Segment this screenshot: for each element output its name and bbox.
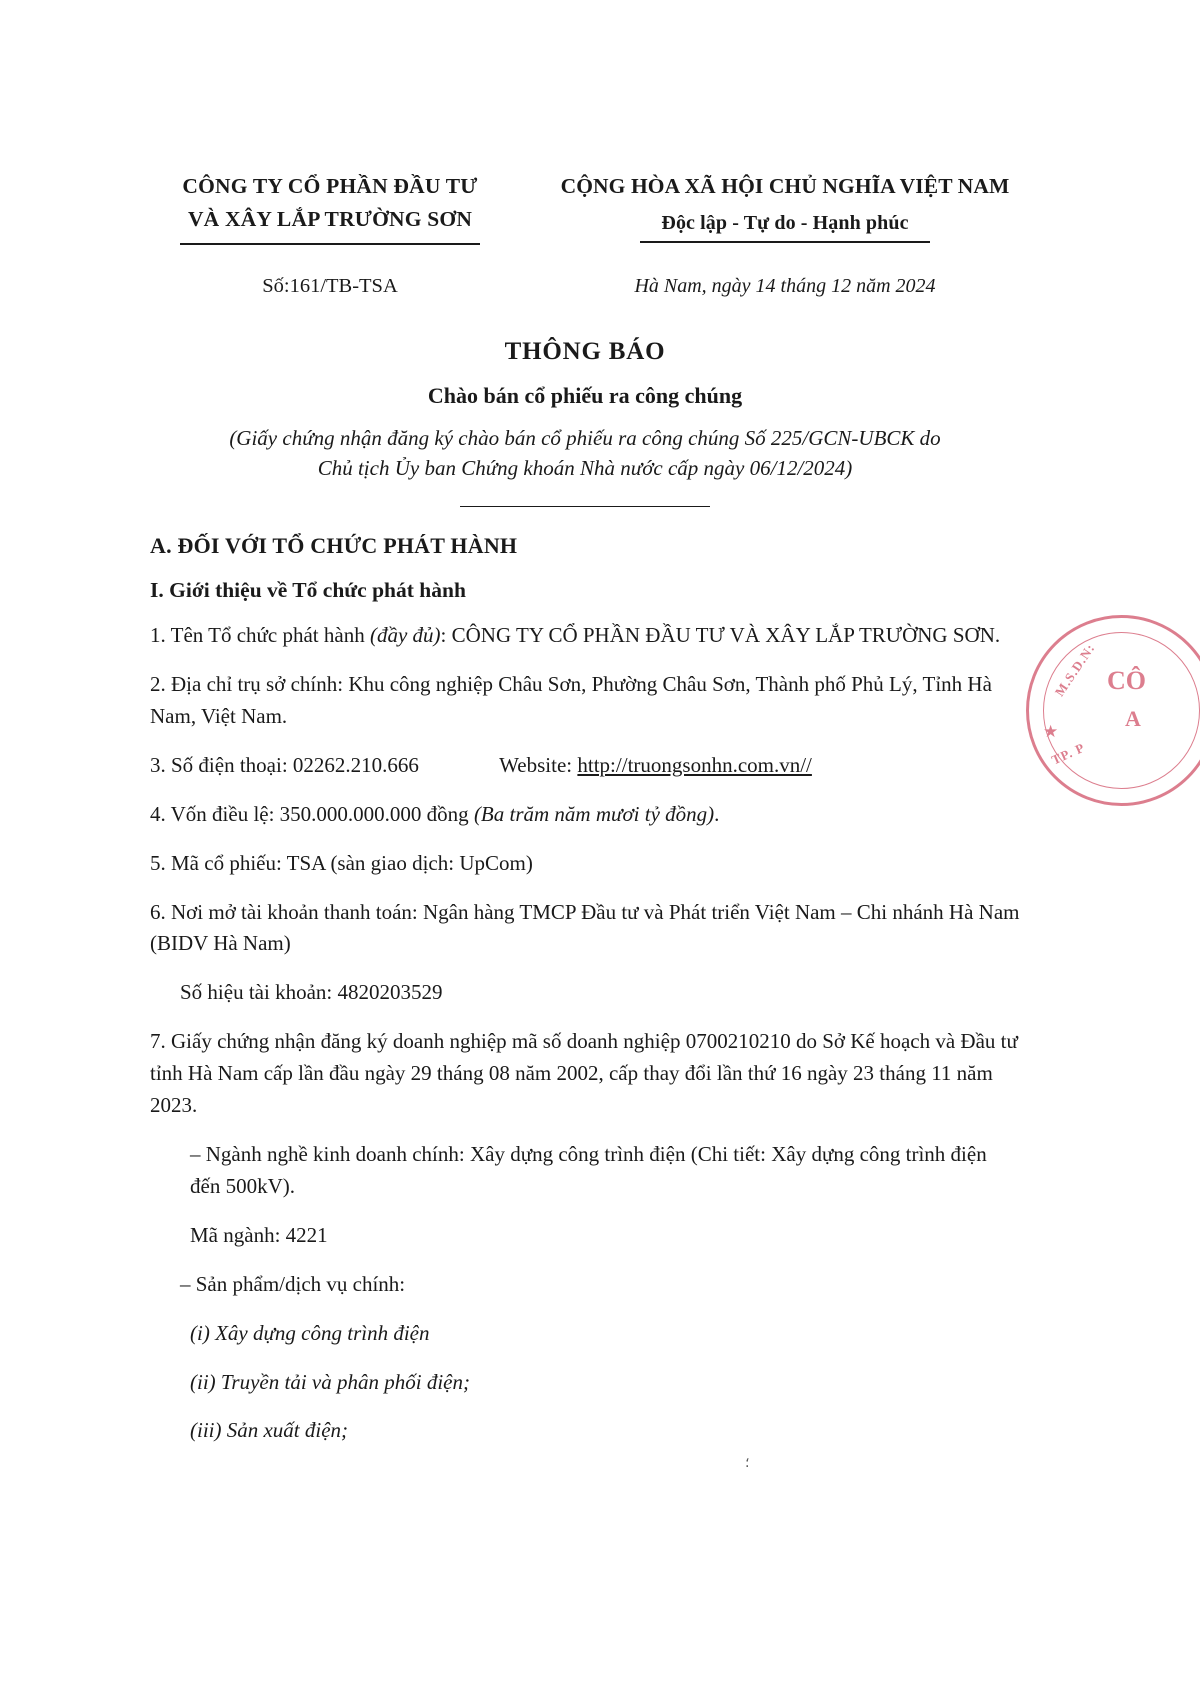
item-1-suffix: : CÔNG TY CỔ PHẦN ĐẦU TƯ VÀ XÂY LẮP TRƯỜNG SƠN. xyxy=(440,623,1001,648)
document-header xyxy=(150,170,1020,245)
product-item-iii: (iii) Sản xuất điện; xyxy=(190,1418,349,1443)
scan-artifact-mark: ؛ xyxy=(745,1456,750,1471)
seal-text-top: M.S.D.N: xyxy=(1051,640,1098,699)
nation-title: CỘNG HÒA XÃ HỘI CHỦ NGHĨA VIỆT NAM xyxy=(560,174,1010,198)
industry-code: Mã ngành: 4221 xyxy=(190,1222,328,1247)
document-content xyxy=(150,170,1020,1447)
seal-center-text-1: CÔ xyxy=(1107,666,1146,695)
item-3-phone: 3. Số điện thoại: 02262.210.666 xyxy=(150,752,419,777)
item-1-italic: (đầy đủ) xyxy=(369,623,441,648)
document-number: Số:161/TB-TSA xyxy=(262,274,398,297)
section-heading-a: A. ĐỐI VỚI TỔ CHỨC PHÁT HÀNH xyxy=(150,533,518,559)
item-6-account-number: Số hiệu tài khoản: 4820203529 xyxy=(180,980,443,1005)
company-name-line1: CÔNG TY CỔ PHẦN ĐẦU TƯ xyxy=(182,174,478,198)
header-divider-right xyxy=(640,241,930,243)
title-divider xyxy=(460,506,710,508)
national-motto: Độc lập - Tự do - Hạnh phúc xyxy=(661,212,909,235)
item-4-charter-capital xyxy=(150,799,1020,831)
item-1-issuer-name xyxy=(150,620,1020,652)
company-name-line2: VÀ XÂY LẮP TRƯỜNG SƠN xyxy=(187,207,473,232)
section-heading-i: I. Giới thiệu về Tổ chức phát hành xyxy=(150,578,466,603)
seal-inner-ring xyxy=(1043,632,1200,789)
product-item-i: (i) Xây dựng công trình điện xyxy=(190,1320,430,1345)
item-3-website-label: Website: xyxy=(499,752,578,777)
bullet-main-industry: – Ngành nghề kinh doanh chính: Xây dựng công trình điện (Chi tiết: Xây dựng công trình điện đến 500kV). xyxy=(190,1141,987,1198)
item-3-phone-website xyxy=(150,750,1020,782)
document-title: THÔNG BÁO xyxy=(504,337,666,365)
document-subheader xyxy=(150,275,1020,298)
issuer-header-block xyxy=(150,170,510,245)
item-4-suffix: . xyxy=(714,801,720,826)
document-body xyxy=(150,533,1020,1447)
seal-center-text-2: A xyxy=(1125,706,1141,731)
item-2-address: 2. Địa chỉ trụ sở chính: Khu công nghiệp Châu Sơn, Phường Châu Sơn, Thành phố Phủ Lý, Tỉnh Hà Nam, Việt Nam. xyxy=(150,672,992,728)
document-title-note xyxy=(150,423,1020,484)
seal-star-icon: ★ xyxy=(1043,722,1059,741)
bullet-main-products: – Sản phẩm/dịch vụ chính: xyxy=(180,1271,406,1296)
item-1-prefix: 1. Tên Tổ chức phát hành xyxy=(150,623,370,648)
national-header-block xyxy=(550,170,1020,243)
title-note-line1: (Giấy chứng nhận đăng ký chào bán cổ phiếu ra công chúng Số 225/GCN-UBCK do xyxy=(229,425,941,450)
document-subtitle: Chào bán cổ phiếu ra công chúng xyxy=(427,382,743,408)
place-and-date: Hà Nam, ngày 14 tháng 12 năm 2024 xyxy=(634,274,936,297)
header-divider-left xyxy=(180,243,480,245)
seal-text-bottom: TP. P xyxy=(1049,739,1088,768)
item-4-italic: (Ba trăm năm mươi tỷ đồng) xyxy=(473,801,715,826)
website-link[interactable]: http://truongsonhn.com.vn// xyxy=(577,752,812,777)
item-6-bank-account: 6. Nơi mở tài khoản thanh toán: Ngân hàng TMCP Đầu tư và Phát triển Việt Nam – Chi nhánh Hà Nam (BIDV Hà Nam) xyxy=(150,899,1020,956)
title-note-line2: Chủ tịch Ủy ban Chứng khoán Nhà nước cấp ngày 06/12/2024) xyxy=(317,456,853,481)
company-seal-stamp xyxy=(1026,615,1200,806)
item-7-business-registration: 7. Giấy chứng nhận đăng ký doanh nghiệp mã số doanh nghiệp 0700210210 do Sở Kế hoạch và Đầu tư tỉnh Hà Nam cấp lần đầu ngày 29 tháng 08 năm 2002, cấp thay đổi lần thứ 16 ngày 23 tháng 11 năm 2023. xyxy=(150,1029,1018,1118)
item-4-prefix: 4. Vốn điều lệ: 350.000.000.000 đồng xyxy=(150,801,474,826)
title-block xyxy=(150,338,1020,507)
item-5-stock-code: 5. Mã cổ phiếu: TSA (sàn giao dịch: UpCom) xyxy=(150,850,533,875)
product-item-ii: (ii) Truyền tải và phân phối điện; xyxy=(190,1369,470,1394)
